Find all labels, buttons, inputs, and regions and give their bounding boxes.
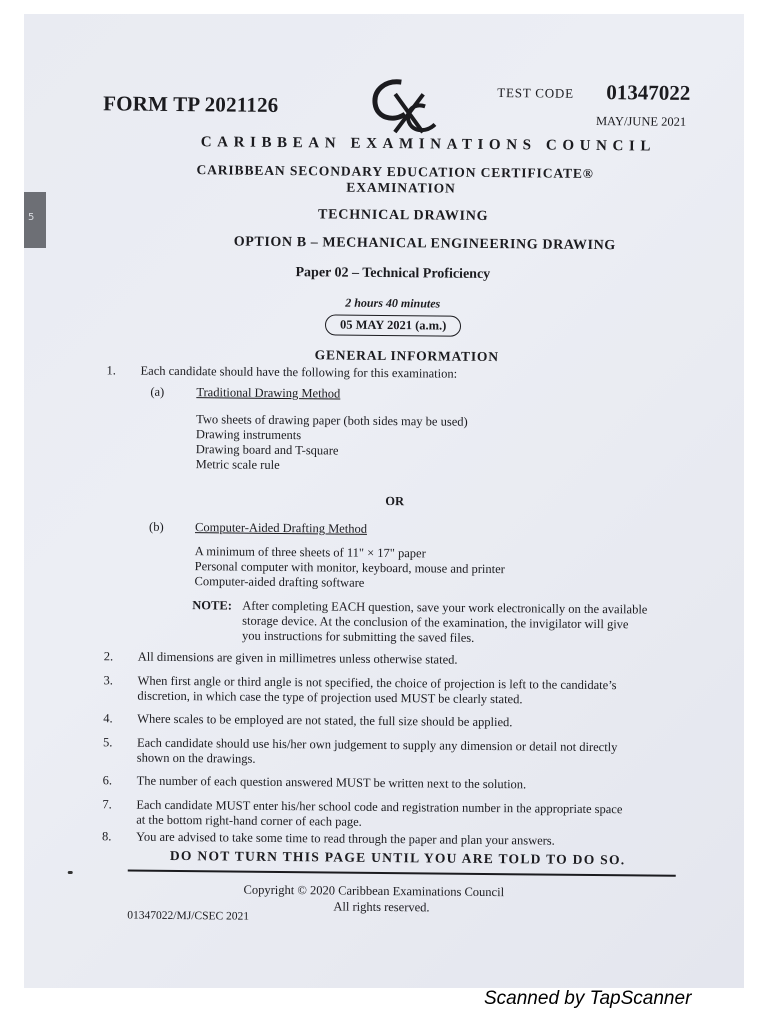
item-number: 6.: [102, 773, 113, 788]
option-title: OPTION B – MECHANICAL ENGINEERING DRAWING: [233, 234, 616, 254]
item-text: shown on the drawings.: [136, 750, 256, 766]
method-a-label: (a): [150, 384, 165, 399]
ink-speck: [68, 871, 73, 874]
scanned-page: [24, 14, 744, 988]
certificate-title: CARIBBEAN SECONDARY EDUCATION CERTIFICATE®: [196, 162, 594, 181]
item-number: 4.: [103, 711, 113, 726]
item-number: 1.: [106, 363, 117, 378]
item-text: All dimensions are given in millimetres unless otherwise stated.: [137, 649, 458, 667]
method-a-item: Drawing instruments: [195, 427, 302, 443]
method-b-label: (b): [149, 519, 164, 534]
note-label: NOTE:: [192, 598, 232, 613]
item-text: The number of each question answered MUST be written next to the solution.: [136, 773, 527, 792]
item-text: discretion, in which case the type of projection used MUST be clearly stated.: [137, 688, 523, 707]
method-b-item: Computer-aided drafting software: [194, 574, 365, 590]
method-a-item: Drawing board and T-square: [195, 442, 339, 458]
item-number: 8.: [102, 829, 112, 844]
method-a-item: Metric scale rule: [195, 457, 280, 472]
method-b-title: Computer-Aided Drafting Method: [194, 520, 368, 536]
item-text: When first angle or third angle is not specified, the choice of projection is left to the candidate’s: [137, 673, 617, 693]
council-name: CARIBBEAN EXAMINATIONS COUNCIL: [200, 134, 657, 155]
test-code-label: TEST CODE: [497, 85, 574, 101]
subject-title: TECHNICAL DRAWING: [317, 207, 489, 224]
item-number: 5.: [102, 735, 113, 750]
item-text: Each candidate MUST enter his/her school code and registration number in the appropriate space: [136, 797, 623, 817]
binder-tab-label: 5: [28, 212, 35, 223]
paper-title: Paper 02 – Technical Proficiency: [295, 265, 491, 282]
method-b-item: Personal computer with monitor, keyboard, mouse and printer: [194, 559, 505, 577]
or-separator: OR: [385, 493, 405, 509]
exam-cover-page: [24, 14, 744, 988]
general-information-heading: GENERAL INFORMATION: [314, 347, 499, 365]
item-number: 7.: [102, 797, 112, 812]
footer-divider: [128, 870, 676, 877]
form-number: FORM TP 2021126: [103, 91, 279, 117]
item-text: Each candidate should use his/her own judgement to supply any dimension or detail not directly: [136, 735, 618, 755]
item-text: You are advised to take some time to read through the paper and plan your answers.: [136, 829, 555, 848]
do-not-turn-warning: DO NOT TURN THIS PAGE UNTIL YOU ARE TOLD TO DO SO.: [169, 847, 626, 868]
note-text: you instructions for submitting the saved files.: [241, 628, 475, 645]
test-code: 01347022: [606, 80, 691, 105]
item-text: Each candidate should have the following for this examination:: [140, 363, 458, 381]
certificate-title-line2: EXAMINATION: [346, 179, 456, 196]
copyright-text: Copyright © 2020 Caribbean Examinations Council: [243, 882, 505, 900]
exam-duration: 2 hours 40 minutes: [345, 295, 441, 311]
rights-text: All rights reserved.: [333, 899, 430, 915]
exam-date: 05 MAY 2021 (a.m.): [325, 314, 462, 336]
note-text: After completing EACH question, save your work electronically on the available: [242, 598, 648, 617]
item-text: Where scales to be employed are not stated, the full size should be applied.: [137, 711, 513, 730]
cxc-logo-icon: [365, 76, 446, 137]
exam-session: MAY/JUNE 2021: [595, 114, 687, 129]
paper-reference: 01347022/MJ/CSEC 2021: [127, 909, 250, 923]
item-number: 3.: [103, 673, 114, 688]
method-a-item: Two sheets of drawing paper (both sides may be used): [196, 412, 468, 429]
scanner-watermark: Scanned by TapScanner: [484, 988, 692, 1009]
item-text: at the bottom right-hand corner of each page.: [136, 812, 362, 829]
method-a-title: Traditional Drawing Method: [196, 385, 341, 401]
method-b-item: A minimum of three sheets of 11" × 17" paper: [194, 544, 426, 561]
item-number: 2.: [103, 649, 114, 664]
note-text: storage device. At the conclusion of the examination, the invigilator will give: [242, 613, 629, 632]
